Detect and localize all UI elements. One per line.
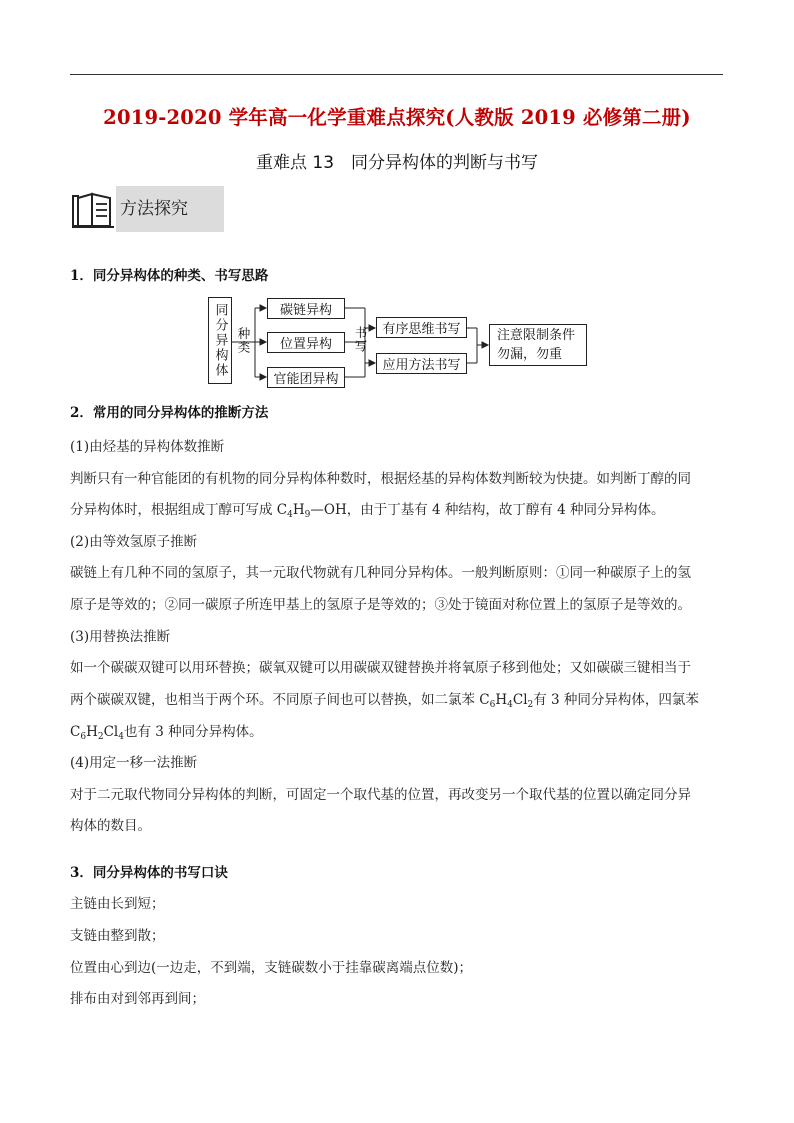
method3-line3: $C_6H_2Cl_4$也有 3 种同分异构体。	[70, 724, 263, 742]
method1-title: (1)由烃基的异构体数推断	[70, 439, 225, 455]
method4-line1: 对于二元取代物同分异构体的判断，可固定一个取代基的位置，再改变另一个取代基的位置以确定同分异	[70, 787, 691, 803]
method3-line1: 如一个碳碳双键可以用环替换；碳氧双键可以用碳碳双键替换并将氧原子移到他处；又如碳碳三键相当于	[70, 660, 691, 676]
method1-line2: 分异构体时，根据组成丁醇可写成 $C_4H_9—OH$，由于丁基有 4 种结构，故丁醇有 4 种同分异构体。	[70, 502, 665, 520]
method2-line2: 原子是等效的；②同一碳原子所连甲基上的氢原子是等效的；③处于镜面对称位置上的氢原子是等效的。	[70, 597, 691, 613]
document-title: 2019-2020 学年高一化学重难点探究(人教版 2019 必修第二册)	[103, 106, 691, 129]
method3-line2: 两个碳碳双键，也相当于两个环。不同原子间也可以替换，如二氯苯 $C_6H_4Cl_2$有 3 种同分异构体，四氯苯	[70, 692, 699, 710]
diagram-result-box	[489, 324, 587, 366]
section3-heading: 3．同分异构体的书写口诀	[70, 865, 228, 881]
diagram-root-isomer: 同分异构体	[208, 297, 232, 384]
method4-title: (4)用定一移一法推断	[70, 755, 198, 771]
diagram-label-writing: 书写	[353, 326, 368, 353]
section1-heading: 1．同分异构体的种类、书写思路	[70, 268, 269, 284]
diagram-method-applied: 应用方法书写	[376, 353, 467, 374]
isomer-flow-diagram	[205, 293, 595, 388]
diagram-type-carbon-chain: 碳链异构	[267, 298, 345, 319]
mnemonic-line: 排布由对到邻再到间；	[70, 991, 205, 1007]
document-subtitle: 重难点 13 同分异构体的判断与书写	[255, 153, 539, 173]
method4-line2: 构体的数目。	[70, 818, 151, 834]
badge-label: 方法探究	[116, 186, 224, 232]
method1-line1: 判断只有一种官能团的有机物的同分异构体种数时，根据烃基的异构体数判断较为快捷。如判断丁醇的同	[70, 471, 691, 487]
header-rule	[70, 74, 723, 75]
diagram-method-ordered: 有序思维书写	[376, 317, 467, 338]
diagram-result-line1: 注意限制条件	[497, 328, 576, 343]
diagram-type-functional-group: 官能团异构	[267, 367, 345, 388]
book-icon	[70, 190, 116, 230]
diagram-label-types: 种类	[236, 327, 251, 354]
method2-title: (2)由等效氢原子推断	[70, 534, 198, 550]
method3-title: (3)用替换法推断	[70, 629, 171, 645]
method2-line1: 碳链上有几种不同的氢原子，其一元取代物就有几种同分异构体。一般判断原则：①同一种碳原子上的氢	[70, 565, 691, 581]
mnemonic-line: 位置由心到边(一边走，不到端，支链碳数小于挂靠碳离端点位数)；	[70, 960, 473, 976]
mnemonic-line: 主链由长到短；	[70, 896, 165, 912]
mnemonic-line: 支链由整到散；	[70, 928, 165, 944]
diagram-type-position: 位置异构	[267, 332, 345, 353]
section2-heading: 2．常用的同分异构体的推断方法	[70, 405, 269, 421]
diagram-result-line2: 勿漏，勿重	[497, 347, 563, 362]
